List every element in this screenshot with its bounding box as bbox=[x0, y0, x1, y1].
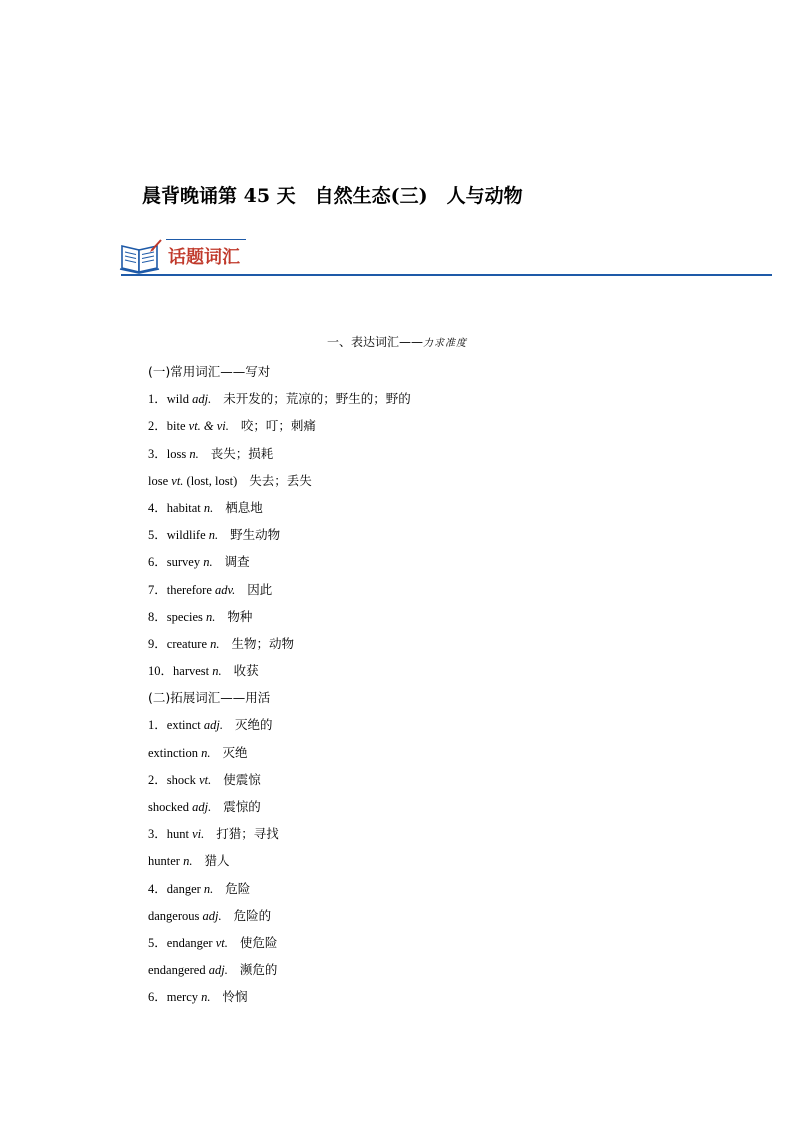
vocab-meaning: 物种 bbox=[227, 608, 253, 624]
vocab-entry bbox=[148, 576, 708, 603]
vocab-pos: adj. bbox=[192, 800, 212, 814]
vocab-pos: adj. bbox=[192, 392, 212, 407]
vocab-entry bbox=[148, 412, 708, 439]
vocab-pos: vi. bbox=[192, 827, 205, 842]
vocab-pos: adj. bbox=[203, 718, 224, 733]
vocab-meaning: 因此 bbox=[247, 581, 273, 597]
vocab-number: 4． bbox=[148, 881, 167, 896]
topic-rule-short bbox=[166, 239, 246, 240]
vocab-word: habitat bbox=[166, 500, 201, 515]
vocab-number: 6． bbox=[148, 555, 167, 570]
vocab-word: harvest bbox=[173, 664, 210, 679]
vocab-meaning: 濒危的 bbox=[239, 962, 278, 978]
vocab-subheading: (二)拓展词汇——用活 bbox=[148, 690, 271, 706]
vocab-meaning: 灭绝 bbox=[222, 744, 248, 760]
vocab-entry bbox=[148, 630, 708, 657]
vocab-entry bbox=[148, 956, 708, 983]
vocab-entry bbox=[148, 603, 708, 630]
vocab-pos: n. bbox=[189, 446, 199, 461]
topic-label: 话题词汇 bbox=[168, 247, 240, 268]
vocab-meaning: 使震惊 bbox=[223, 771, 261, 787]
vocab-word: wild bbox=[166, 392, 189, 407]
vocab-number: 1． bbox=[148, 718, 167, 733]
vocab-word: lose bbox=[148, 473, 169, 488]
vocab-meaning: 猎人 bbox=[204, 853, 230, 869]
vocab-entry bbox=[148, 983, 708, 1010]
vocab-entry bbox=[148, 875, 708, 902]
vocab-entry bbox=[148, 521, 708, 548]
vocab-entry bbox=[148, 440, 708, 467]
vocab-word: shock bbox=[166, 772, 196, 787]
section-heading-main: 一、表达词汇—— bbox=[326, 335, 423, 349]
vocab-word: danger bbox=[166, 881, 201, 896]
vocab-entry bbox=[148, 766, 708, 793]
vocab-entry bbox=[148, 902, 708, 929]
vocab-word: endangered bbox=[148, 963, 206, 978]
vocab-entry bbox=[148, 657, 708, 684]
vocab-meaning: 震惊的 bbox=[223, 799, 261, 814]
vocab-meaning: 收获 bbox=[233, 663, 259, 679]
topic-rule-long bbox=[121, 274, 772, 276]
vocab-word: endanger bbox=[166, 935, 213, 950]
vocab-word: creature bbox=[166, 636, 208, 651]
vocab-word: shocked bbox=[148, 800, 189, 814]
vocab-word: therefore bbox=[166, 582, 212, 597]
vocab-entry bbox=[148, 820, 708, 847]
vocab-meaning: 野生动物 bbox=[230, 527, 281, 543]
vocab-number: 5． bbox=[148, 528, 167, 543]
vocab-meaning: 咬；叮；刺痛 bbox=[240, 418, 316, 434]
vocab-word: loss bbox=[166, 446, 187, 461]
section-heading bbox=[0, 333, 794, 353]
vocab-word: hunter bbox=[148, 854, 180, 869]
vocab-subheading: (一)常用词汇——写对 bbox=[148, 364, 271, 379]
vocab-meaning: 怜悯 bbox=[222, 989, 248, 1005]
vocab-number: 10． bbox=[148, 664, 174, 679]
vocab-pos: adj. bbox=[202, 908, 222, 923]
vocab-entry bbox=[148, 385, 708, 412]
vocab-pos: n. bbox=[183, 854, 193, 869]
vocab-pos: n. bbox=[208, 528, 219, 543]
vocab-pos: vt. bbox=[215, 935, 228, 950]
vocab-pos: n. bbox=[212, 664, 222, 679]
vocab-meaning: 失去；丢失 bbox=[249, 472, 312, 488]
vocab-entry bbox=[148, 467, 708, 494]
vocab-word: extinction bbox=[148, 745, 198, 760]
vocab-number: 6． bbox=[148, 990, 167, 1005]
section-heading-sub: 力求准度 bbox=[423, 338, 467, 349]
vocab-pos: n. bbox=[201, 990, 211, 1005]
vocab-entry bbox=[148, 793, 708, 820]
vocab-word: species bbox=[166, 609, 203, 624]
vocab-meaning: 使危险 bbox=[239, 934, 278, 950]
vocab-pos: n. bbox=[201, 745, 211, 760]
vocab-pos: n. bbox=[206, 609, 216, 624]
vocab-entry bbox=[148, 929, 708, 956]
vocab-entry bbox=[148, 548, 708, 575]
vocab-list bbox=[148, 358, 708, 1011]
vocab-forms: (lost, lost) bbox=[186, 473, 238, 488]
vocab-meaning: 栖息地 bbox=[225, 499, 263, 515]
book-icon bbox=[119, 238, 163, 274]
vocab-number: 9． bbox=[148, 636, 167, 651]
vocab-word: extinct bbox=[166, 718, 201, 733]
vocab-pos: adv. bbox=[215, 582, 236, 597]
vocab-entry bbox=[148, 847, 708, 874]
vocab-pos: n. bbox=[210, 636, 220, 651]
vocab-meaning: 调查 bbox=[224, 554, 250, 570]
vocab-word: wildlife bbox=[166, 528, 206, 543]
vocab-pos: adj. bbox=[208, 963, 228, 978]
vocab-word: dangerous bbox=[148, 908, 200, 923]
vocab-meaning: 危险的 bbox=[233, 907, 272, 923]
vocab-entry bbox=[148, 739, 708, 766]
vocab-number: 3． bbox=[148, 446, 167, 461]
vocab-word: bite bbox=[166, 419, 186, 434]
vocab-word: hunt bbox=[166, 827, 189, 842]
vocab-pos: n. bbox=[203, 500, 214, 515]
vocab-meaning: 丧失；损耗 bbox=[210, 445, 274, 461]
vocab-number: 1． bbox=[148, 392, 167, 407]
vocab-meaning: 未开发的；荒凉的；野生的；野的 bbox=[223, 391, 411, 407]
vocab-number: 4． bbox=[148, 500, 167, 515]
vocab-word: survey bbox=[166, 555, 201, 570]
vocab-pos: vt. bbox=[199, 772, 212, 787]
vocab-number: 2． bbox=[148, 772, 167, 787]
vocab-number: 5． bbox=[148, 935, 167, 950]
vocab-entry bbox=[148, 494, 708, 521]
vocab-word: mercy bbox=[166, 990, 198, 1005]
vocab-number: 2． bbox=[148, 419, 167, 434]
vocab-meaning: 打猎；寻找 bbox=[216, 826, 279, 842]
vocab-meaning: 危险 bbox=[225, 880, 251, 896]
vocab-pos: n. bbox=[203, 881, 214, 896]
vocab-entry bbox=[148, 711, 708, 738]
page-title: 晨背晚诵第 45 天 自然生态(三) 人与动物 bbox=[142, 185, 523, 207]
vocab-number: 3． bbox=[148, 827, 167, 842]
vocab-pos: n. bbox=[203, 555, 213, 570]
vocab-number: 7． bbox=[148, 582, 167, 597]
vocab-meaning: 灭绝的 bbox=[235, 717, 273, 733]
vocab-meaning: 生物；动物 bbox=[231, 635, 295, 651]
vocab-pos: vt. bbox=[171, 473, 184, 488]
vocab-number: 8． bbox=[148, 609, 167, 624]
vocab-pos: vt. & vi. bbox=[188, 419, 229, 434]
